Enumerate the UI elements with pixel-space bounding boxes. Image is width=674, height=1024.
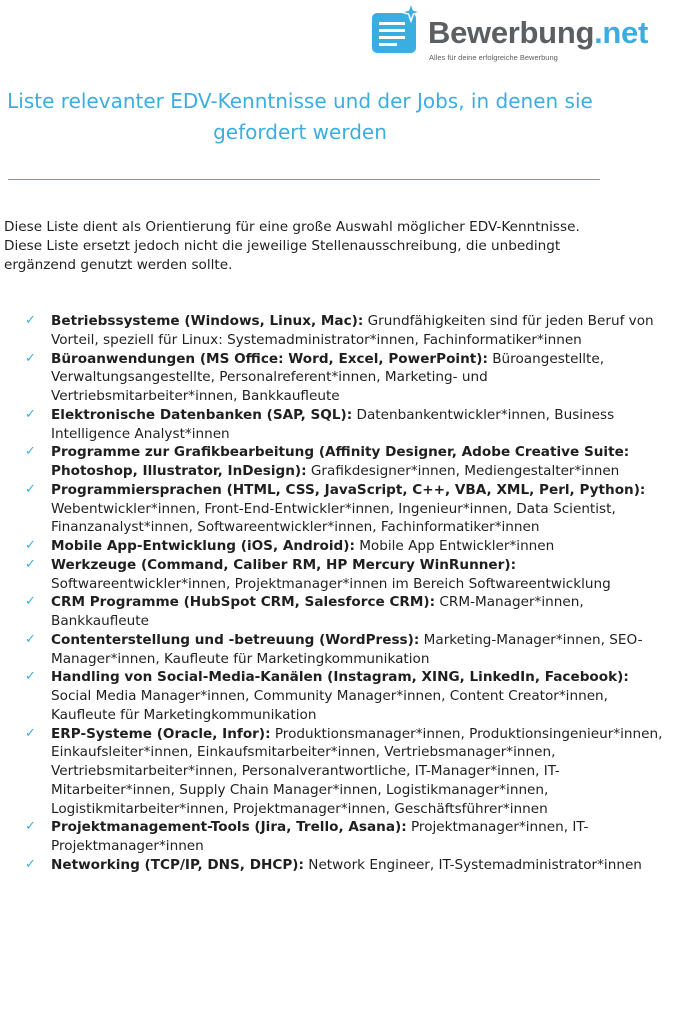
job-roles: Network Engineer, IT-Systemadministrator*innen [303, 856, 642, 873]
skill-category: Büroanwendungen (MS Office: Word, Excel, PowerPoint): [51, 350, 488, 367]
checkmark-icon: ✓ [25, 313, 36, 328]
skill-category: Betriebssysteme (Windows, Linux, Mac): [51, 313, 364, 329]
checkmark-icon: ✓ [25, 556, 36, 572]
list-item [0, 818, 674, 856]
checkmark-icon: ✓ [25, 481, 36, 497]
document-sparkle-icon [371, 3, 423, 55]
list-item [0, 406, 674, 444]
list-item [0, 668, 674, 724]
skill-category: Networking (TCP/IP, DNS, DHCP): [51, 856, 304, 873]
job-roles: Projektmanager*innen, IT-Projektmanager*innen [51, 819, 589, 854]
list-item [0, 312, 674, 350]
checkmark-icon: ✓ [25, 856, 36, 872]
checkmark-icon: ✓ [25, 444, 36, 460]
brand-tagline: Alles für deine erfolgreiche Bewerbung [429, 53, 558, 62]
skill-category: Elektronische Datenbanken (SAP, SQL): [51, 406, 353, 423]
job-roles: Büroangestellte, Verwaltungsangestellte, Personalreferent*innen, Marketing- und Vertriebsmitarbeiter*innen, Bankkaufleute [51, 350, 605, 404]
title-divider [8, 179, 600, 180]
brand-name [428, 15, 648, 51]
job-roles: Grundfähigkeiten sind für jeden Beruf von Vorteil, speziell für Linux: Systemadministrator*innen, Fachinformatiker*innen [51, 313, 654, 348]
checkmark-icon: ✓ [25, 631, 36, 647]
brand-name-main: Bewerbung [428, 15, 595, 50]
job-roles: Grafikdesigner*innen, Mediengestalter*innen [306, 463, 620, 479]
list-item [0, 856, 674, 875]
list-item [0, 631, 674, 669]
job-roles: Softwareentwickler*innen, Projektmanager*innen im Bereich Softwareentwicklung [51, 575, 611, 592]
skill-category: ERP-Systeme (Oracle, Infor): [51, 725, 271, 742]
skill-category: Contenterstellung und -betreuung (WordPress): [51, 631, 420, 648]
job-roles: Marketing-Manager*innen, SEO-Manager*innen, Kaufleute für Marketingkommunikation [51, 631, 643, 667]
checkmark-icon: ✓ [25, 725, 36, 741]
brand-name-tld: .net [594, 15, 649, 50]
skill-category: Mobile App-Entwicklung (iOS, Android): [51, 538, 355, 554]
skill-list [0, 312, 674, 875]
job-roles: Mobile App Entwickler*innen [354, 538, 555, 554]
checkmark-icon: ✓ [25, 406, 36, 422]
job-roles: Datenbankentwickler*innen, Business Intelligence Analyst*innen [51, 406, 615, 442]
job-roles: Social Media Manager*innen, Community Manager*innen, Content Creator*innen, Kaufleute für Marketingkommunikation [51, 688, 608, 723]
list-item [0, 350, 674, 406]
skill-category: Programme zur Grafikbearbeitung (Affinity Designer, Adobe Creative Suite: Photoshop, Illustrator, InDesign): [51, 444, 630, 479]
skill-category: CRM Programme (HubSpot CRM, Salesforce CRM): [51, 594, 436, 611]
skill-category: Programmiersprachen (HTML, CSS, JavaScript, C++, VBA, XML, Perl, Python): [51, 481, 646, 498]
skill-category: Werkzeuge (Command, Caliber RM, HP Mercury WinRunner): [51, 556, 517, 573]
list-item [0, 593, 674, 631]
checkmark-icon: ✓ [25, 594, 36, 610]
checkmark-icon: ✓ [25, 350, 36, 366]
checkmark-icon: ✓ [25, 819, 36, 835]
job-roles: CRM-Manager*innen, Bankkaufleute [51, 594, 584, 629]
job-roles: Webentwickler*innen, Front-End-Entwickler*innen, Ingenieur*innen, Data Scientist, Finanzanalyst*innen, Softwareentwickler*innen, Fachinformatiker*innen [51, 500, 616, 536]
checkmark-icon: ✓ [25, 538, 36, 553]
list-item [0, 481, 674, 537]
skill-category: Handling von Social-Media-Kanälen (Instagram, XING, LinkedIn, Facebook): [51, 669, 629, 686]
list-item [0, 725, 674, 819]
list-item [0, 537, 674, 556]
page-title: Liste relevanter EDV-Kenntnisse und der Jobs, in denen sie gefordert werden [7, 89, 593, 144]
skill-category: Projektmanagement-Tools (Jira, Trello, Asana): [51, 819, 407, 836]
list-item [0, 443, 674, 481]
checkmark-icon: ✓ [25, 669, 36, 685]
job-roles: Produktionsmanager*innen, Produktionsingenieur*innen, Einkaufsleiter*innen, Einkaufsmitarbeiter*innen, Vertriebsmanager*innen, Vertriebsmitarbeiter*innen, Personalverantwortliche, IT-Manager*innen, IT-Mitarbeiter*innen, Supply Chain Manager*innen, Logistikmanager*innen, Logistikmitarbeiter*innen, Projektmanager*innen, Geschäftsführer*innen [51, 725, 663, 817]
list-item [0, 556, 674, 594]
brand-logo [371, 3, 671, 63]
intro-paragraph: Diese Liste dient als Orientierung für eine große Auswahl möglicher EDV-Kenntnisse. Diese Liste ersetzt jedoch nicht die jeweilige Stellenausschreibung, die unbedingt ergänzend genutzt werden sollte. [4, 219, 580, 273]
